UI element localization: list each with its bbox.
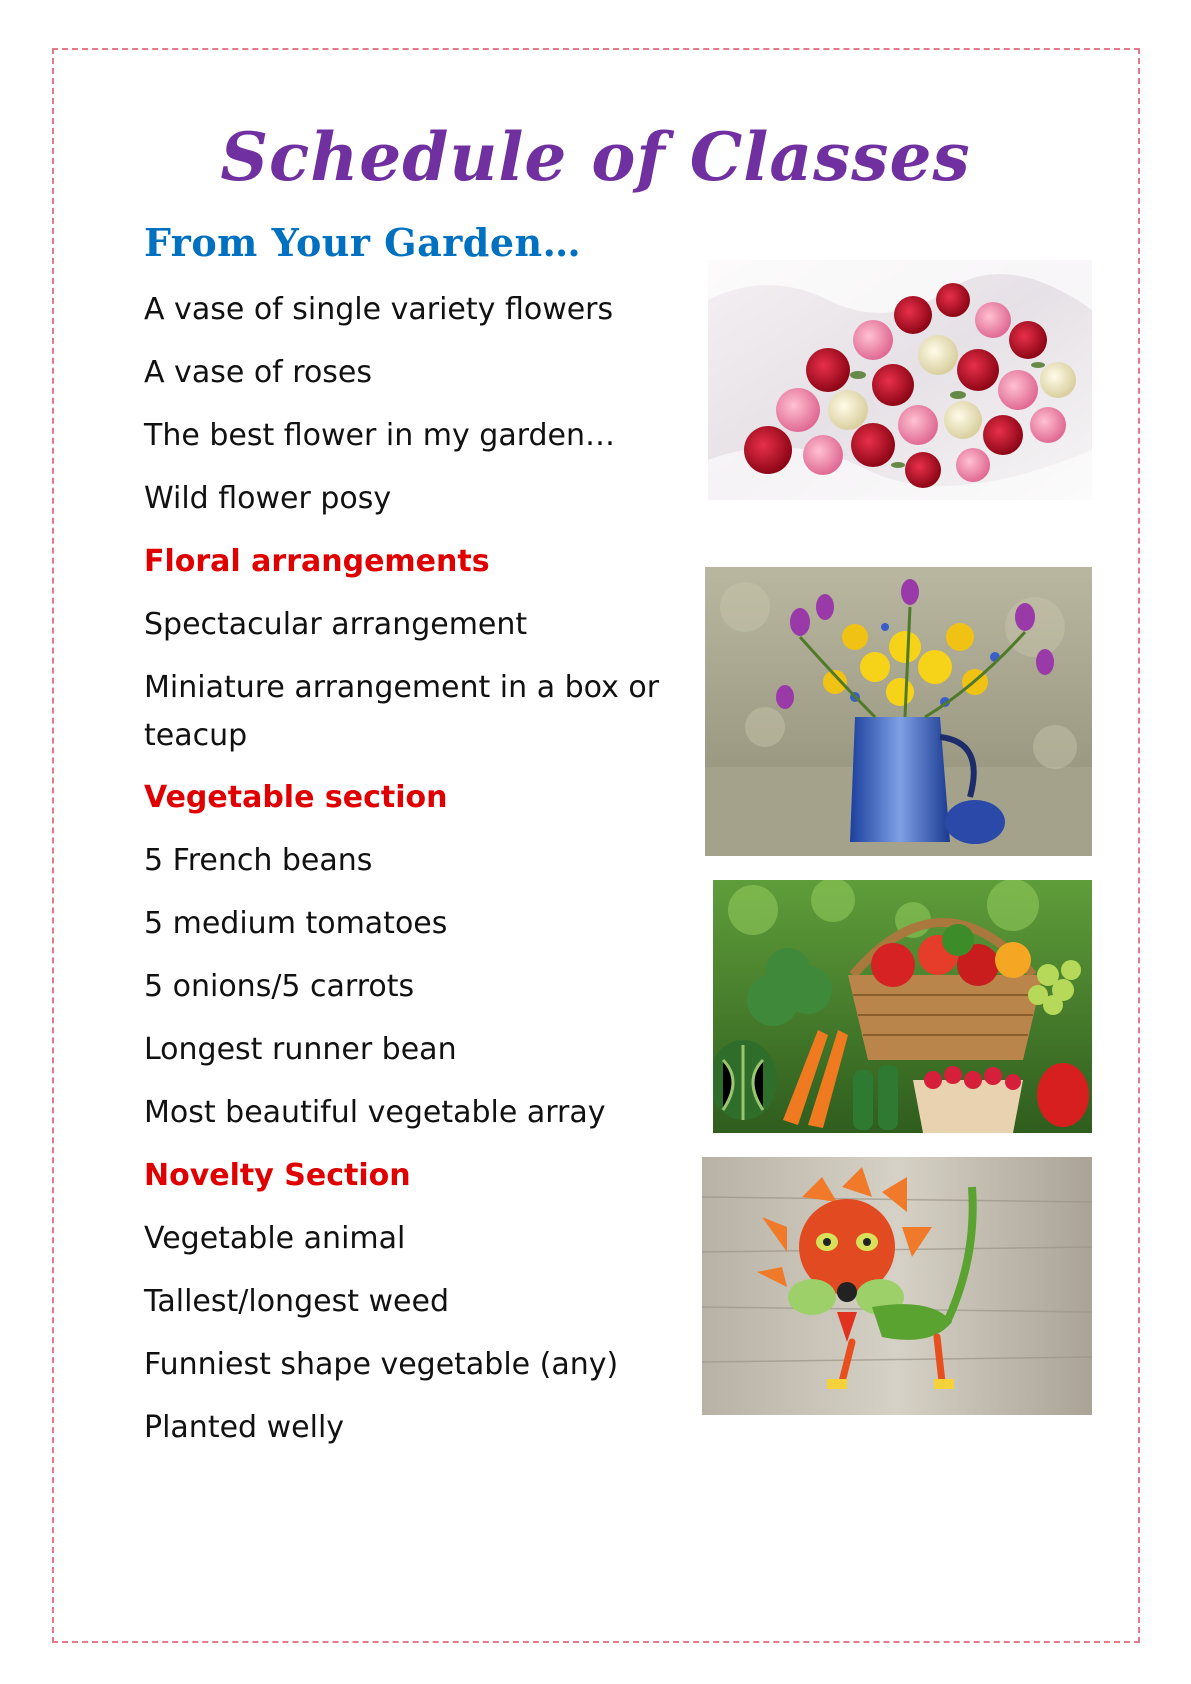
list-item-spectacular: Spectacular arrangement — [144, 607, 528, 642]
list-item-onions-carrots: 5 onions/5 carrots — [144, 969, 415, 1004]
heading-floral-arrangements: Floral arrangements — [144, 544, 490, 579]
list-item-tallest-weed: Tallest/longest weed — [144, 1284, 449, 1319]
list-item-vegetable-animal: Vegetable animal — [144, 1221, 406, 1256]
list-item-vegetable-array: Most beautiful vegetable array — [144, 1095, 606, 1130]
list-item-single-variety: A vase of single variety flowers — [144, 292, 614, 327]
list-item-wild-flower: Wild flower posy — [144, 481, 392, 516]
heading-vegetable-section: Vegetable section — [144, 780, 448, 815]
list-item-best-flower: The best flower in my garden… — [144, 418, 616, 453]
list-item-miniature: Miniature arrangement in a box or teacup — [144, 670, 660, 753]
list-item-planted-welly: Planted welly — [144, 1410, 345, 1445]
roses-photo — [708, 260, 1092, 500]
vegetable-animal-photo — [702, 1157, 1092, 1415]
list-item-roses: A vase of roses — [144, 355, 373, 390]
list-item-french-beans: 5 French beans — [144, 843, 373, 878]
page-title: Schedule of Classes — [220, 118, 971, 196]
list-item-tomatoes: 5 medium tomatoes — [144, 906, 448, 941]
list-item-runner-bean: Longest runner bean — [144, 1032, 457, 1067]
vegetables-photo — [713, 880, 1092, 1133]
heading-novelty-section: Novelty Section — [144, 1158, 411, 1193]
list-item-funniest-vegetable: Funniest shape vegetable (any) — [144, 1347, 619, 1382]
flower-jug-photo — [705, 567, 1092, 856]
heading-from-your-garden: From Your Garden… — [144, 220, 582, 265]
